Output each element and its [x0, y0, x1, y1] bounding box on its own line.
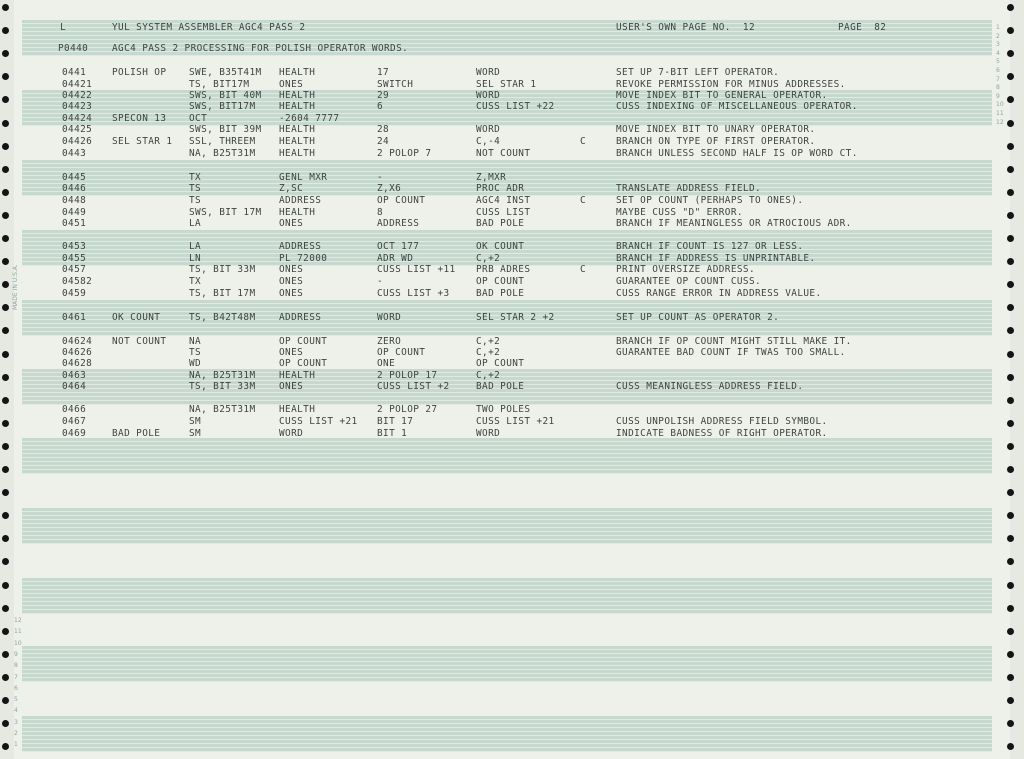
- listing-target: WORD: [476, 90, 501, 101]
- tractor-hole: [2, 212, 9, 219]
- listing-target: BAD POLE: [476, 218, 525, 229]
- tractor-hole: [2, 50, 9, 57]
- listing-operand-2: CUSS LIST +3: [377, 288, 450, 299]
- tractor-hole: [1007, 605, 1014, 612]
- listing-operand: ONES: [279, 288, 304, 299]
- greenbar-band: [22, 508, 992, 544]
- listing-opcode: TX: [189, 276, 202, 287]
- listing-line-number: 0446: [62, 183, 87, 194]
- listing-target: SEL STAR 2 +2: [476, 312, 555, 323]
- listing-target: BAD POLE: [476, 288, 525, 299]
- tractor-hole: [1007, 4, 1014, 11]
- tractor-hole: [1007, 651, 1014, 658]
- listing-operand-2: ZERO: [377, 336, 402, 347]
- tractor-hole: [1007, 535, 1014, 542]
- tractor-hole: [2, 420, 9, 427]
- tractor-hole: [2, 120, 9, 127]
- listing-line-number: 0455: [62, 253, 87, 264]
- listing-comment: MOVE INDEX BIT TO UNARY OPERATOR.: [616, 124, 816, 135]
- listing-target: C,+2: [476, 336, 501, 347]
- subheader-text: AGC4 PASS 2 PROCESSING FOR POLISH OPERATOR WORDS.: [112, 43, 409, 54]
- tractor-hole: [1007, 189, 1014, 196]
- right-margin-number: 10: [996, 101, 1004, 109]
- listing-opcode: TS: [189, 347, 202, 358]
- left-margin-number: 2: [14, 730, 18, 737]
- listing-operand: HEALTH: [279, 370, 316, 381]
- listing-target: CUSS LIST +22: [476, 101, 555, 112]
- listing-target: CUSS LIST +21: [476, 416, 555, 427]
- listing-line-number: 0467: [62, 416, 87, 427]
- listing-operand: ADDRESS: [279, 195, 322, 206]
- tractor-hole: [2, 489, 9, 496]
- tractor-hole: [2, 73, 9, 80]
- listing-operand-2: OCT 177: [377, 241, 420, 252]
- listing-line-number: 0464: [62, 381, 87, 392]
- right-margin-number: 11: [996, 110, 1004, 117]
- listing-label: POLISH OP: [112, 67, 167, 78]
- listing-operand-2: ADDRESS: [377, 218, 420, 229]
- listing-operand: HEALTH: [279, 124, 316, 135]
- listing-opcode: SWE, B35T41M: [189, 67, 262, 78]
- listing-operand-2: CUSS LIST +2: [377, 381, 450, 392]
- tractor-hole: [1007, 166, 1014, 173]
- tractor-hole: [1007, 235, 1014, 242]
- right-margin-number: 6: [996, 67, 1000, 74]
- listing-comment: PRINT OVERSIZE ADDRESS.: [616, 264, 756, 275]
- listing-operand-2: 2 POLOP 27: [377, 404, 438, 415]
- listing-operand-2: Z,X6: [377, 183, 402, 194]
- listing-operand: ONES: [279, 276, 304, 287]
- tractor-hole: [2, 512, 9, 519]
- right-margin-number: 4: [996, 49, 1000, 57]
- listing-line-number: 0445: [62, 172, 87, 183]
- listing-operand-2: CUSS LIST +11: [377, 264, 456, 275]
- listing-label: SPECON 13: [112, 113, 167, 124]
- tractor-hole: [2, 558, 9, 565]
- tractor-hole: [1007, 258, 1014, 265]
- listing-line-number: 04626: [62, 347, 93, 358]
- listing-opcode: WD: [189, 358, 202, 369]
- listing-target: OP COUNT: [476, 358, 525, 369]
- header-title: YUL SYSTEM ASSEMBLER AGC4 PASS 2: [112, 22, 306, 33]
- tractor-hole: [2, 304, 9, 311]
- right-margin-number: 9: [996, 92, 1000, 100]
- listing-line-number: 0466: [62, 404, 87, 415]
- listing-operand-2: -: [377, 172, 384, 183]
- listing-line-number: 0449: [62, 207, 87, 218]
- tractor-hole: [1007, 743, 1014, 750]
- listing-line-number: 0451: [62, 218, 87, 229]
- listing-opcode: NA: [189, 336, 202, 347]
- listing-opcode: SSL, THREEM: [189, 136, 256, 147]
- header-user-page: USER'S OWN PAGE NO. 12: [616, 22, 756, 33]
- tractor-hole: [1007, 466, 1014, 473]
- listing-operand: HEALTH: [279, 148, 316, 159]
- listing-comment: CUSS RANGE ERROR IN ADDRESS VALUE.: [616, 288, 822, 299]
- tractor-hole: [2, 651, 9, 658]
- listing-comment: BRANCH IF COUNT IS 127 OR LESS.: [616, 241, 804, 252]
- listing-target: OK COUNT: [476, 241, 525, 252]
- listing-target: PROC ADR: [476, 183, 525, 194]
- tractor-hole: [1007, 512, 1014, 519]
- tractor-hole: [2, 535, 9, 542]
- listing-line-number: 04426: [62, 136, 93, 147]
- listing-opcode: LA: [189, 218, 202, 229]
- tractor-hole: [1007, 628, 1014, 635]
- listing-operand-2: -: [377, 276, 384, 287]
- listing-operand-2: BIT 17: [377, 416, 414, 427]
- listing-target: C,+2: [476, 347, 501, 358]
- listing-line-number: 04624: [62, 336, 93, 347]
- tractor-hole: [2, 189, 9, 196]
- tractor-hole: [2, 281, 9, 288]
- listing-target: CUSS LIST: [476, 207, 531, 218]
- subheader-code: P0440: [58, 43, 89, 54]
- listing-target: Z,MXR: [476, 172, 507, 183]
- tractor-hole: [1007, 212, 1014, 219]
- left-margin-number: 5: [14, 696, 18, 704]
- listing-target: C,-4: [476, 136, 501, 147]
- listing-comment: SET OP COUNT (PERHAPS TO ONES).: [616, 195, 804, 206]
- listing-opcode: SM: [189, 416, 202, 427]
- listing-opcode: SWS, BIT 17M: [189, 207, 262, 218]
- tractor-hole: [1007, 281, 1014, 288]
- listing-label: OK COUNT: [112, 312, 161, 323]
- tractor-hole: [2, 397, 9, 404]
- tractor-hole: [1007, 397, 1014, 404]
- header-marker: L: [60, 22, 67, 33]
- tractor-hole: [1007, 327, 1014, 334]
- listing-comment: SET UP COUNT AS OPERATOR 2.: [616, 312, 780, 323]
- listing-opcode: TS, BIT 33M: [189, 264, 256, 275]
- listing-opcode: TS: [189, 183, 202, 194]
- listing-comment: CUSS MEANINGLESS ADDRESS FIELD.: [616, 381, 804, 392]
- listing-label: SEL STAR 1: [112, 136, 173, 147]
- listing-target: BAD POLE: [476, 381, 525, 392]
- listing-operand: HEALTH: [279, 207, 316, 218]
- right-margin-number: 3: [996, 41, 1000, 49]
- left-margin-number: 7: [14, 673, 18, 681]
- tractor-hole: [1007, 558, 1014, 565]
- left-margin-number: 11: [14, 628, 22, 636]
- left-margin-number: 4: [14, 707, 18, 715]
- listing-opcode: OCT: [189, 113, 208, 124]
- listing-target: NOT COUNT: [476, 148, 531, 159]
- listing-target: OP COUNT: [476, 276, 525, 287]
- tractor-hole: [2, 96, 9, 103]
- listing-comment: BRANCH UNLESS SECOND HALF IS OP WORD CT.: [616, 148, 858, 159]
- margin-label: MADE IN U.S.A.: [12, 264, 19, 310]
- tractor-hole: [2, 743, 9, 750]
- listing-opcode: SWS, BIT 40M: [189, 90, 262, 101]
- listing-operand: Z,SC: [279, 183, 304, 194]
- left-margin-number: 10: [14, 639, 22, 647]
- listing-opcode: LA: [189, 241, 202, 252]
- listing-operand-2: 24: [377, 136, 390, 147]
- listing-comment: GUARANTEE OP COUNT CUSS.: [616, 276, 762, 287]
- listing-operand: -2604 7777: [279, 113, 340, 124]
- listing-opcode: TS, BIT 17M: [189, 288, 256, 299]
- tractor-hole: [1007, 420, 1014, 427]
- tractor-hole: [1007, 720, 1014, 727]
- listing-operand-2: 29: [377, 90, 390, 101]
- tractor-hole: [2, 443, 9, 450]
- listing-comment: SET UP 7-BIT LEFT OPERATOR.: [616, 67, 780, 78]
- listing-operand-2: 2 POLOP 7: [377, 148, 432, 159]
- tractor-hole: [2, 166, 9, 173]
- listing-operand: HEALTH: [279, 67, 316, 78]
- listing-target: PRB ADRES: [476, 264, 531, 275]
- listing-operand: ADDRESS: [279, 241, 322, 252]
- listing-opcode: SWS, BIT 39M: [189, 124, 262, 135]
- right-margin-number: 7: [996, 75, 1000, 83]
- tractor-hole: [2, 143, 9, 150]
- listing-operand: HEALTH: [279, 136, 316, 147]
- listing-operand: ADDRESS: [279, 312, 322, 323]
- listing-opcode: SM: [189, 428, 202, 439]
- listing-operand: WORD: [279, 428, 304, 439]
- listing-opcode: TS: [189, 195, 202, 206]
- left-margin-number: 9: [14, 650, 18, 658]
- listing-operand-2: 8: [377, 207, 384, 218]
- listing-operand: PL 72000: [279, 253, 328, 264]
- tractor-hole: [2, 720, 9, 727]
- listing-operand: HEALTH: [279, 101, 316, 112]
- tractor-hole: [2, 327, 9, 334]
- tractor-hole: [1007, 443, 1014, 450]
- listing-operand: ONES: [279, 79, 304, 90]
- right-margin-number: 8: [996, 84, 1000, 92]
- tractor-hole: [2, 582, 9, 589]
- listing-operand: GENL MXR: [279, 172, 328, 183]
- listing-opcode: SWS, BIT17M: [189, 101, 256, 112]
- listing-operand: ONES: [279, 218, 304, 229]
- left-margin-number: 8: [14, 662, 18, 670]
- tractor-hole: [1007, 96, 1014, 103]
- listing-comment: INDICATE BADNESS OF RIGHT OPERATOR.: [616, 428, 828, 439]
- listing-opcode: TS, BIT17M: [189, 79, 250, 90]
- listing-flag: C: [580, 195, 587, 206]
- listing-line-number: 04425: [62, 124, 93, 135]
- tractor-hole: [1007, 351, 1014, 358]
- right-margin-number: 12: [996, 118, 1004, 126]
- listing-operand-2: 17: [377, 67, 390, 78]
- listing-operand-2: 2 POLOP 17: [377, 370, 438, 381]
- listing-comment: GUARANTEE BAD COUNT IF TWAS TOO SMALL.: [616, 347, 846, 358]
- listing-operand-2: 6: [377, 101, 384, 112]
- listing-target: C,+2: [476, 253, 501, 264]
- tractor-hole: [2, 235, 9, 242]
- listing-comment: BRANCH ON TYPE OF FIRST OPERATOR.: [616, 136, 816, 147]
- listing-line-number: 0443: [62, 148, 87, 159]
- listing-target: AGC4 INST: [476, 195, 531, 206]
- listing-line-number: 0461: [62, 312, 87, 323]
- listing-line-number: 0459: [62, 288, 87, 299]
- listing-line-number: 04628: [62, 358, 93, 369]
- listing-operand-2: ADR WD: [377, 253, 414, 264]
- listing-opcode: TS, BIT 33M: [189, 381, 256, 392]
- tractor-hole: [2, 628, 9, 635]
- greenbar-band: [22, 438, 992, 474]
- listing-line-number: 0469: [62, 428, 87, 439]
- listing-line-number: 04423: [62, 101, 93, 112]
- tractor-hole: [1007, 374, 1014, 381]
- listing-comment: CUSS UNPOLISH ADDRESS FIELD SYMBOL.: [616, 416, 828, 427]
- listing-target: WORD: [476, 67, 501, 78]
- listing-opcode: NA, B25T31M: [189, 370, 256, 381]
- tractor-hole: [1007, 489, 1014, 496]
- listing-line-number: 04424: [62, 113, 93, 124]
- listing-line-number: 0441: [62, 67, 87, 78]
- listing-operand: OP COUNT: [279, 358, 328, 369]
- tractor-hole: [2, 374, 9, 381]
- listing-comment: REVOKE PERMISSION FOR MINUS ADDRESSES.: [616, 79, 846, 90]
- listing-operand-2: 28: [377, 124, 390, 135]
- tractor-hole: [2, 27, 9, 34]
- tractor-hole: [1007, 73, 1014, 80]
- listing-opcode: TX: [189, 172, 202, 183]
- tractor-hole: [1007, 697, 1014, 704]
- listing-target: SEL STAR 1: [476, 79, 537, 90]
- listing-operand-2: OP COUNT: [377, 347, 426, 358]
- listing-operand: ONES: [279, 264, 304, 275]
- listing-label: BAD POLE: [112, 428, 161, 439]
- right-margin-number: 1: [996, 24, 1000, 31]
- tractor-hole: [2, 697, 9, 704]
- tractor-hole: [2, 351, 9, 358]
- tractor-hole: [1007, 304, 1014, 311]
- tractor-hole: [1007, 674, 1014, 681]
- tractor-hole: [1007, 27, 1014, 34]
- listing-operand-2: OP COUNT: [377, 195, 426, 206]
- tractor-hole: [2, 4, 9, 11]
- left-margin-number: 3: [14, 718, 18, 726]
- listing-line-number: 0453: [62, 241, 87, 252]
- listing-flag: C: [580, 136, 587, 147]
- listing-operand-2: SWITCH: [377, 79, 414, 90]
- listing-line-number: 04421: [62, 79, 93, 90]
- listing-operand: CUSS LIST +21: [279, 416, 358, 427]
- tractor-hole: [2, 466, 9, 473]
- listing-label: NOT COUNT: [112, 336, 167, 347]
- tractor-hole: [2, 258, 9, 265]
- listing-comment: BRANCH IF MEANINGLESS OR ATROCIOUS ADR.: [616, 218, 852, 229]
- header-page-number: PAGE 82: [838, 22, 887, 33]
- tractor-hole: [2, 605, 9, 612]
- left-margin-number: 12: [14, 617, 22, 624]
- left-margin-number: 6: [14, 684, 18, 692]
- listing-operand-2: BIT 1: [377, 428, 408, 439]
- listing-target: WORD: [476, 124, 501, 135]
- listing-comment: BRANCH IF OP COUNT MIGHT STILL MAKE IT.: [616, 336, 852, 347]
- listing-flag: C: [580, 264, 587, 275]
- greenbar-band: [22, 716, 992, 752]
- right-margin-number: 2: [996, 32, 1000, 40]
- listing-comment: CUSS INDEXING OF MISCELLANEOUS OPERATOR.: [616, 101, 858, 112]
- listing-comment: MOVE INDEX BIT TO GENERAL OPERATOR.: [616, 90, 828, 101]
- listing-operand: ONES: [279, 347, 304, 358]
- listing-target: WORD: [476, 428, 501, 439]
- listing-operand: OP COUNT: [279, 336, 328, 347]
- listing-opcode: LN: [189, 253, 202, 264]
- listing-opcode: NA, B25T31M: [189, 404, 256, 415]
- listing-opcode: NA, B25T31M: [189, 148, 256, 159]
- listing-operand-2: ONE: [377, 358, 396, 369]
- right-margin-number: 5: [996, 58, 1000, 66]
- tractor-hole: [1007, 582, 1014, 589]
- left-margin-number: 1: [14, 741, 18, 749]
- tractor-hole: [1007, 120, 1014, 127]
- listing-line-number: 0448: [62, 195, 87, 206]
- listing-line-number: 0463: [62, 370, 87, 381]
- greenbar-band: [22, 646, 992, 682]
- listing-opcode: TS, B42T48M: [189, 312, 256, 323]
- listing-comment: TRANSLATE ADDRESS FIELD.: [616, 183, 762, 194]
- listing-line-number: 04422: [62, 90, 93, 101]
- listing-target: C,+2: [476, 370, 501, 381]
- listing-comment: MAYBE CUSS "D" ERROR.: [616, 207, 743, 218]
- listing-operand-2: WORD: [377, 312, 402, 323]
- listing-target: TWO POLES: [476, 404, 531, 415]
- listing-operand: HEALTH: [279, 404, 316, 415]
- listing-line-number: 04582: [62, 276, 93, 287]
- listing-operand: HEALTH: [279, 90, 316, 101]
- tractor-hole: [1007, 143, 1014, 150]
- listing-line-number: 0457: [62, 264, 87, 275]
- tractor-hole: [1007, 50, 1014, 57]
- listing-operand: ONES: [279, 381, 304, 392]
- tractor-hole: [2, 674, 9, 681]
- greenbar-band: [22, 578, 992, 614]
- listing-comment: BRANCH IF ADDRESS IS UNPRINTABLE.: [616, 253, 816, 264]
